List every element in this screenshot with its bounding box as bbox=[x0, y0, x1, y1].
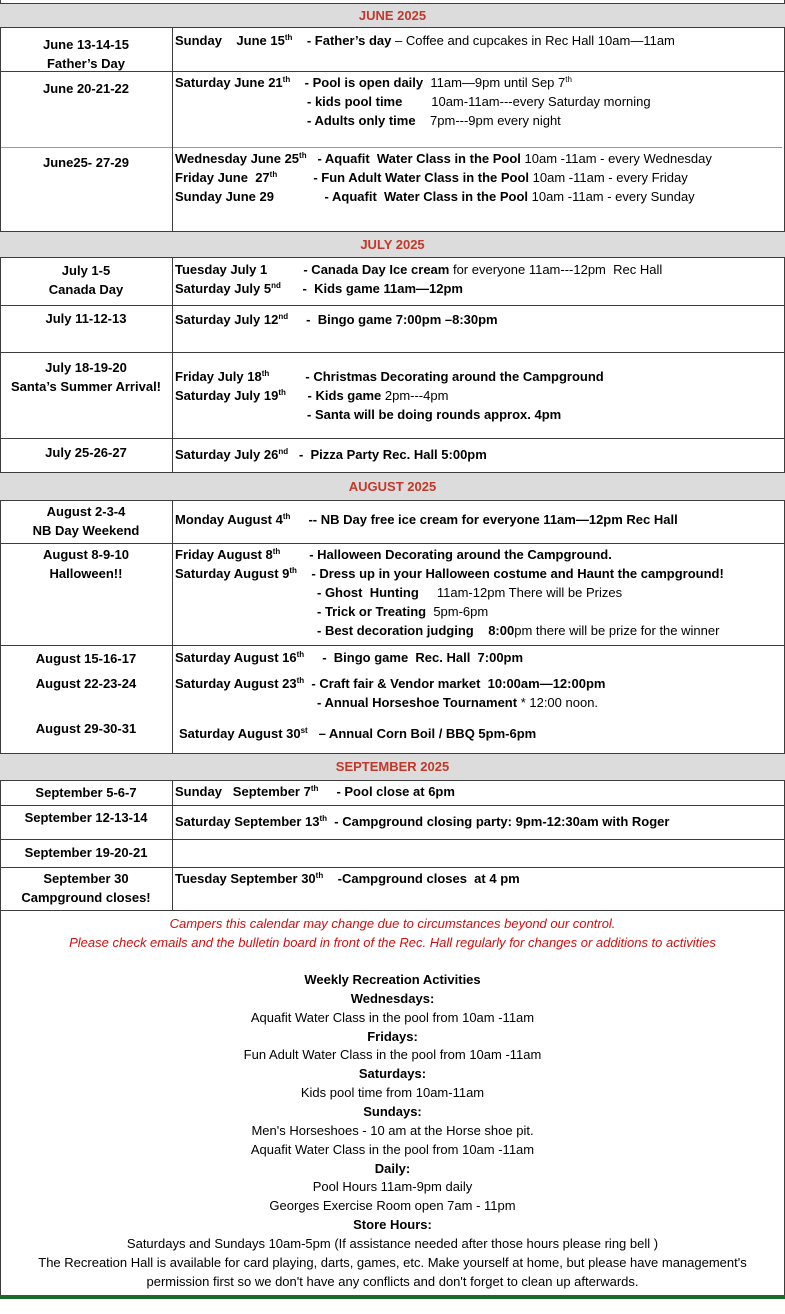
event-text: 7pm---9pm every night bbox=[415, 113, 561, 128]
ordinal-suffix: nd bbox=[278, 447, 289, 456]
event-text: - Kids game bbox=[285, 388, 382, 403]
event-text: Saturday July 5 bbox=[175, 281, 272, 296]
ordinal-suffix: th bbox=[310, 784, 319, 793]
date-range: July 1-5 bbox=[61, 263, 111, 278]
event-text: - Bingo game Rec. Hall 7:00pm bbox=[304, 650, 524, 665]
event-text: - Adults only time bbox=[307, 113, 416, 128]
event-text: Sunday September 7 bbox=[175, 784, 311, 799]
event-text: 5pm-6pm bbox=[426, 604, 489, 619]
row-divider bbox=[0, 805, 785, 806]
weekly-heading: Weekly Recreation Activities bbox=[304, 972, 481, 987]
event-line bbox=[307, 405, 561, 424]
event-text: Saturday August 30 bbox=[179, 726, 301, 741]
column-divider bbox=[172, 500, 173, 753]
weekly-heading: Sundays: bbox=[363, 1103, 422, 1119]
event-line bbox=[175, 386, 448, 405]
event-line bbox=[175, 869, 520, 888]
event-dates bbox=[0, 719, 172, 738]
date-range: September 19-20-21 bbox=[24, 845, 148, 860]
event-text: 11am—9pm until Sep 7 bbox=[423, 75, 566, 90]
event-text: - Kids game 11am—12pm bbox=[280, 281, 463, 296]
date-range: August 2-3-4 bbox=[46, 504, 126, 519]
weekly-item: Kids pool time from 10am-11am bbox=[300, 1085, 485, 1101]
event-text: - Christmas Decorating around the Campground bbox=[269, 369, 604, 384]
event-text: - Trick or Treating bbox=[317, 604, 427, 619]
event-text: * 12:00 noon. bbox=[517, 695, 599, 710]
event-text: 11am-12pm There will be Prizes bbox=[418, 585, 623, 600]
event-text: - Bingo game 7:00pm –8:30pm bbox=[288, 312, 498, 327]
event-text: Saturday June 21 bbox=[175, 75, 283, 90]
event-text: Saturday July 26 bbox=[175, 447, 279, 462]
event-text: 10am -11am - every Friday bbox=[529, 170, 688, 185]
month-header: AUGUST 2025 bbox=[0, 473, 785, 500]
event-line bbox=[175, 367, 604, 386]
event-dates bbox=[0, 869, 172, 907]
ordinal-suffix: th bbox=[261, 369, 270, 378]
event-text: Friday July 18 bbox=[175, 369, 262, 384]
event-text: Sunday June 29 bbox=[175, 189, 274, 204]
date-range: September 5-6-7 bbox=[35, 785, 137, 800]
event-dates bbox=[0, 843, 172, 862]
event-text: 10am-11am---every Saturday morning bbox=[402, 94, 651, 109]
event-text: Sunday June 15 bbox=[175, 33, 285, 48]
row-divider bbox=[0, 910, 785, 911]
event-text: - Aquafit Water Class in the Pool bbox=[306, 151, 521, 166]
event-line bbox=[179, 724, 536, 743]
event-text: Saturday September 13 bbox=[175, 814, 320, 829]
event-line bbox=[307, 111, 561, 130]
date-range: August 8-9-10 bbox=[43, 547, 129, 562]
ordinal-suffix: th bbox=[282, 75, 291, 84]
column-divider bbox=[172, 257, 173, 472]
event-line bbox=[175, 168, 688, 187]
ordinal-suffix: th bbox=[284, 33, 293, 42]
ordinal-suffix: th bbox=[272, 547, 281, 556]
event-text: – Annual Corn Boil / BBQ 5pm-6pm bbox=[307, 726, 537, 741]
ordinal-suffix: th bbox=[296, 676, 305, 685]
event-line bbox=[175, 648, 523, 667]
event-text: Saturday August 16 bbox=[175, 650, 297, 665]
change-notice: Campers this calendar may change due to circumstances beyond our control. bbox=[169, 916, 616, 931]
event-text: 8:00 bbox=[488, 623, 515, 638]
row-divider bbox=[0, 257, 785, 258]
event-text: Saturday July 19 bbox=[175, 388, 279, 403]
event-dates bbox=[0, 545, 172, 583]
event-text: Tuesday July 1 bbox=[175, 262, 268, 277]
event-text: Friday June 27 bbox=[175, 170, 270, 185]
event-line bbox=[175, 149, 712, 168]
event-line bbox=[317, 621, 719, 640]
date-range: June 13-14-15 bbox=[43, 37, 129, 52]
event-text: 2pm---4pm bbox=[381, 388, 449, 403]
ordinal-suffix: th bbox=[299, 151, 307, 160]
date-range: July 11-12-13 bbox=[45, 311, 127, 326]
row-divider bbox=[0, 867, 785, 868]
event-text: Saturday August 9 bbox=[175, 566, 290, 581]
ordinal-suffix: th bbox=[565, 75, 572, 84]
event-line bbox=[175, 674, 605, 693]
row-divider bbox=[0, 27, 785, 28]
ordinal-suffix: th bbox=[319, 814, 328, 823]
event-dates bbox=[0, 674, 172, 693]
event-text: - Aquafit Water Class in the Pool bbox=[273, 189, 528, 204]
row-divider bbox=[0, 645, 785, 646]
ordinal-suffix: nd bbox=[271, 281, 281, 290]
event-line bbox=[175, 445, 487, 464]
weekly-item: Georges Exercise Room open 7am - 11pm bbox=[269, 1198, 516, 1214]
event-dates bbox=[0, 309, 172, 328]
event-text: -- NB Day free ice cream for everyone 11am—12pm Rec Hall bbox=[290, 512, 678, 527]
weekly-heading: Saturdays: bbox=[358, 1066, 427, 1082]
event-text: Friday August 8 bbox=[175, 547, 273, 562]
event-text: – Coffee and cupcakes in Rec Hall 10am—11am bbox=[391, 33, 675, 48]
date-range: September 30 bbox=[43, 871, 129, 886]
event-text: 10am -11am - every Wednesday bbox=[520, 151, 712, 166]
event-theme: NB Day Weekend bbox=[32, 523, 140, 538]
event-dates bbox=[0, 261, 172, 299]
event-text: - Pool is open daily bbox=[290, 75, 424, 90]
event-text: - Pool close at 6pm bbox=[318, 784, 455, 799]
event-dates bbox=[0, 783, 172, 802]
change-notice: Please check emails and the bulletin board in front of the Rec. Hall regularly for changes or additions to activities bbox=[69, 935, 716, 950]
date-range: July 18-19-20 bbox=[45, 360, 127, 375]
ordinal-suffix: th bbox=[269, 170, 278, 179]
weekly-heading: Store Hours: bbox=[353, 1217, 432, 1233]
row-divider bbox=[0, 780, 785, 781]
ordinal-suffix: nd bbox=[278, 312, 289, 321]
row-divider bbox=[0, 305, 785, 306]
weekly-item: Aquafit Water Class in the pool from 10am -11am bbox=[250, 1141, 535, 1157]
date-range: July 25-26-27 bbox=[45, 445, 127, 460]
event-text: - Father’s day bbox=[292, 33, 392, 48]
weekly-item: Saturdays and Sundays 10am-5pm (If assistance needed after those hours please ring bell ) bbox=[126, 1235, 659, 1251]
event-line bbox=[175, 310, 498, 329]
event-line bbox=[175, 510, 678, 529]
ordinal-suffix: th bbox=[315, 871, 324, 880]
weekly-heading: Daily: bbox=[374, 1160, 411, 1176]
event-theme: Halloween!! bbox=[49, 566, 123, 581]
column-divider bbox=[172, 780, 173, 910]
month-header: SEPTEMBER 2025 bbox=[0, 754, 785, 780]
date-range: August 22-23-24 bbox=[35, 676, 137, 691]
event-text: for everyone 11am---12pm Rec Hall bbox=[449, 262, 663, 277]
event-text: - Dress up in your Halloween costume and Haunt the campground! bbox=[296, 566, 724, 581]
weekly-item: Fun Adult Water Class in the pool from 10am -11am bbox=[243, 1047, 542, 1063]
event-line bbox=[175, 31, 675, 50]
ordinal-suffix: th bbox=[282, 512, 291, 521]
date-range: June 20-21-22 bbox=[43, 81, 129, 96]
weekly-item: permission first so we don't have any conflicts and don't forget to clean up afterwards. bbox=[146, 1273, 639, 1289]
event-text: Tuesday September 30 bbox=[175, 871, 316, 886]
event-text: - Craft fair & Vendor market 10:00am—12:00pm bbox=[304, 676, 606, 691]
event-text: - Campground closing party: 9pm-12:30am with Roger bbox=[327, 814, 670, 829]
row-divider bbox=[0, 500, 785, 501]
event-text: - Santa will be doing rounds approx. 4pm bbox=[307, 407, 562, 422]
event-text: - Annual Horseshoe Tournament bbox=[317, 695, 518, 710]
event-dates bbox=[0, 358, 172, 396]
date-range: August 29-30-31 bbox=[35, 721, 137, 736]
event-text: Wednesday June 25 bbox=[175, 151, 300, 166]
date-range: June25- 27-29 bbox=[43, 155, 129, 170]
column-divider bbox=[172, 27, 173, 231]
date-range: August 15-16-17 bbox=[35, 651, 137, 666]
event-line bbox=[175, 564, 724, 583]
event-dates bbox=[0, 808, 172, 827]
date-range: September 12-13-14 bbox=[24, 810, 148, 825]
ordinal-suffix: th bbox=[278, 388, 286, 397]
event-dates bbox=[0, 79, 172, 98]
event-text: Saturday August 23 bbox=[175, 676, 297, 691]
row-divider bbox=[0, 147, 782, 148]
event-text: - kids pool time bbox=[307, 94, 403, 109]
event-line bbox=[175, 260, 662, 279]
event-dates bbox=[0, 649, 172, 668]
weekly-item: Pool Hours 11am-9pm daily bbox=[312, 1179, 473, 1195]
event-dates bbox=[0, 153, 172, 172]
weekly-heading: Fridays: bbox=[367, 1028, 418, 1044]
event-text: - Fun Adult Water Class in the Pool bbox=[277, 170, 530, 185]
event-text: - Ghost Hunting bbox=[317, 585, 419, 600]
ordinal-suffix: th bbox=[296, 650, 305, 659]
event-line bbox=[175, 545, 612, 564]
event-text: - Pizza Party Rec. Hall 5:00pm bbox=[288, 447, 487, 462]
event-text: - Canada Day Ice cream bbox=[267, 262, 450, 277]
event-line bbox=[175, 73, 572, 92]
event-theme: Campground closes! bbox=[21, 890, 151, 905]
ordinal-suffix: st bbox=[300, 726, 308, 735]
row-divider bbox=[0, 352, 785, 353]
month-header: JUNE 2025 bbox=[0, 4, 785, 27]
row-divider bbox=[0, 543, 785, 544]
weekly-heading: Wednesdays: bbox=[350, 990, 435, 1006]
event-text: Monday August 4 bbox=[175, 512, 283, 527]
event-dates bbox=[0, 35, 172, 73]
event-dates bbox=[0, 502, 172, 540]
month-header: JULY 2025 bbox=[0, 232, 785, 257]
event-text: -Campground closes at 4 pm bbox=[323, 871, 520, 886]
weekly-item: Men's Horseshoes - 10 am at the Horse shoe pit. bbox=[251, 1122, 534, 1138]
event-line bbox=[317, 583, 622, 602]
event-line bbox=[175, 187, 695, 206]
row-divider bbox=[0, 438, 785, 439]
weekly-item: The Recreation Hall is available for card playing, darts, games, etc. Make yourself at home, but please have management's bbox=[38, 1254, 747, 1270]
event-line bbox=[175, 782, 455, 801]
event-text bbox=[474, 623, 488, 638]
event-text: pm there will be prize for the winner bbox=[514, 623, 720, 638]
event-dates bbox=[0, 443, 172, 462]
event-theme: Canada Day bbox=[48, 282, 124, 297]
event-line bbox=[317, 602, 488, 621]
event-text: - Halloween Decorating around the Campground. bbox=[280, 547, 612, 562]
ordinal-suffix: th bbox=[289, 566, 297, 575]
event-theme: Santa’s Summer Arrival! bbox=[10, 379, 162, 394]
event-text: 10am -11am - every Sunday bbox=[528, 189, 695, 204]
event-line bbox=[175, 279, 463, 298]
event-line bbox=[317, 693, 598, 712]
row-divider bbox=[0, 839, 785, 840]
event-line bbox=[307, 92, 651, 111]
event-theme: Father’s Day bbox=[46, 56, 126, 71]
weekly-item: Aquafit Water Class in the pool from 10am -11am bbox=[250, 1009, 535, 1025]
bottom-accent-bar bbox=[0, 1295, 785, 1299]
event-line bbox=[175, 812, 669, 831]
event-text: - Best decoration judging bbox=[317, 623, 474, 638]
event-text: Saturday July 12 bbox=[175, 312, 279, 327]
